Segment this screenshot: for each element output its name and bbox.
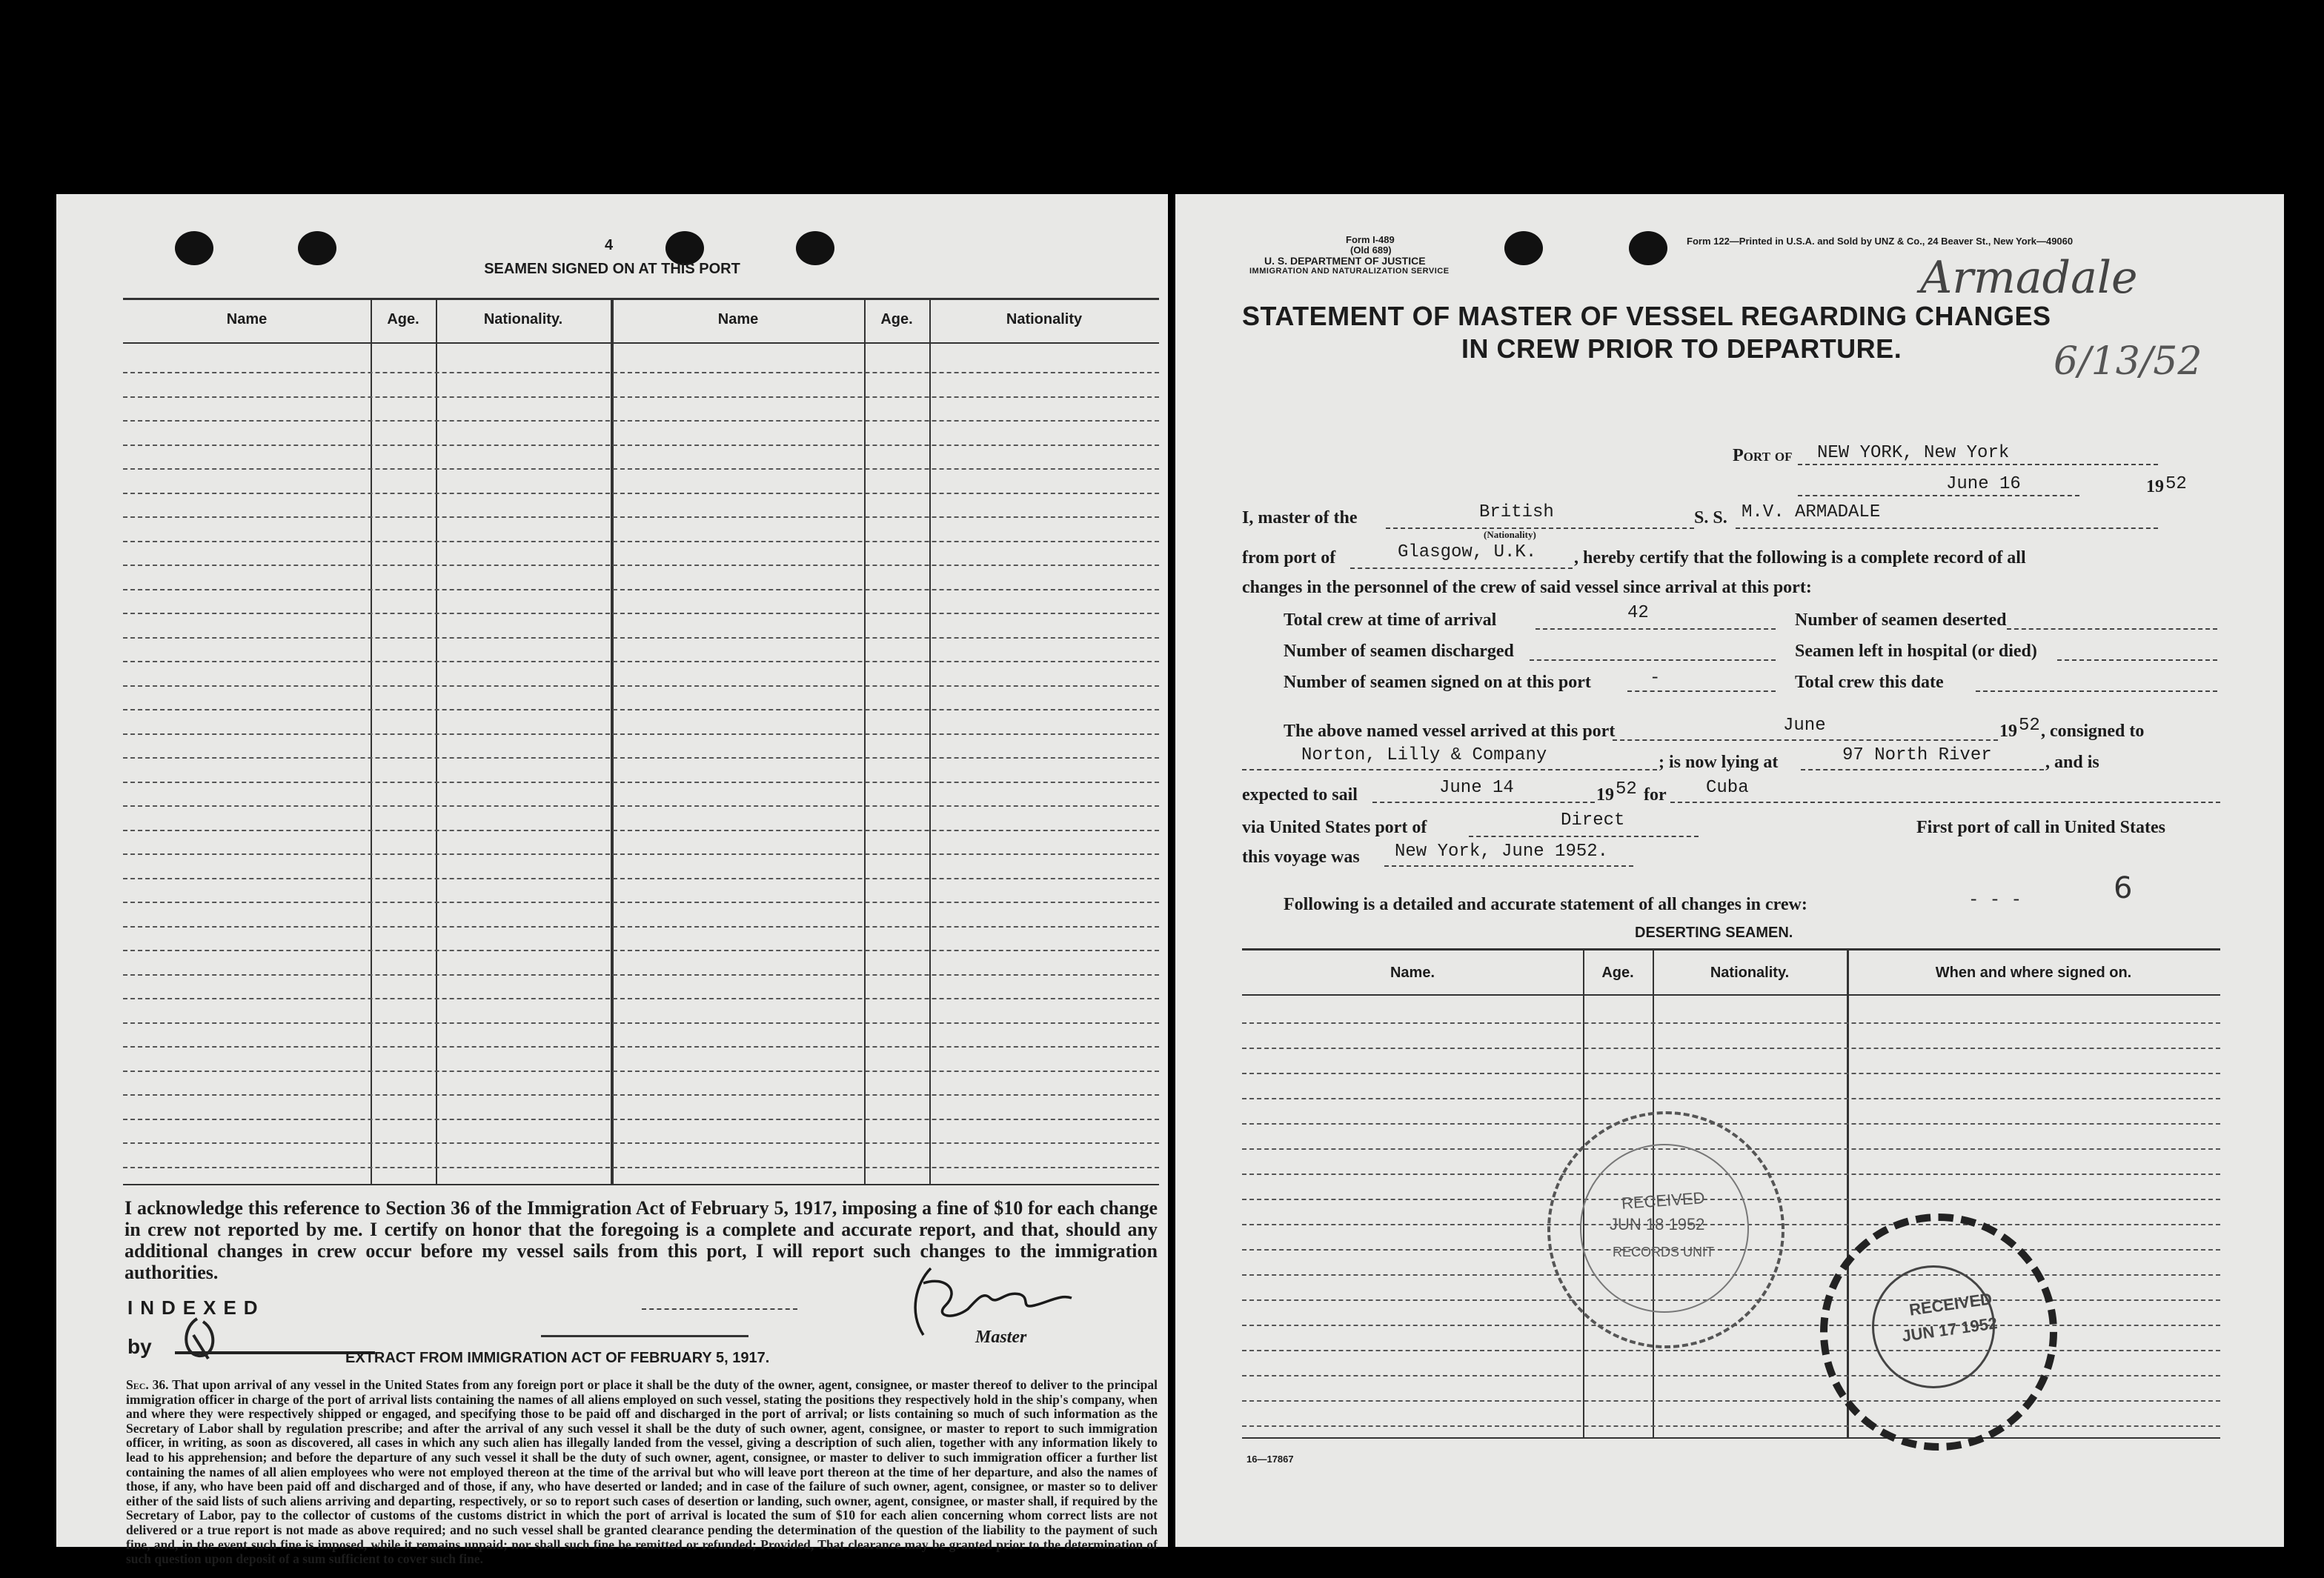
first-port-label: First port of call in United States: [1916, 818, 2165, 837]
table-row: [123, 1167, 1159, 1168]
extract-rule: [541, 1335, 748, 1337]
punch-hole: [796, 231, 834, 265]
column-header-age: Age.: [1601, 965, 1634, 981]
voyage-label: this voyage was: [1242, 848, 1360, 867]
for-label: for: [1644, 785, 1667, 805]
table-row: [1242, 1022, 2220, 1024]
punch-hole: [175, 231, 213, 265]
consigned-label: , consigned to: [2041, 722, 2145, 741]
printer-note: Form 122—Printed in U.S.A. and Sold by UNZ & Co., 24 Beaver St., New York—49060: [1687, 236, 2074, 247]
table-row: [123, 565, 1159, 566]
table-row: [123, 757, 1159, 759]
table-row: [123, 468, 1159, 470]
table-row: [123, 661, 1159, 662]
column-divider: [436, 299, 437, 1184]
extract-body: [126, 1378, 1158, 1567]
column-header-name: Name.: [1390, 965, 1435, 981]
section-label: Sec. 36.: [126, 1377, 169, 1392]
column-divider: [611, 299, 614, 1184]
table-top-rule: [123, 298, 1159, 300]
table-row: [123, 709, 1159, 710]
handwritten-six: 6: [2114, 871, 2133, 905]
column-divider: [371, 299, 372, 1184]
table-row: [123, 516, 1159, 518]
master-of-label: I, master of the: [1242, 508, 1358, 527]
table-row: [1242, 1123, 2220, 1125]
nationality-value: British: [1479, 502, 1554, 522]
table-header-rule: [1242, 994, 2220, 996]
table-row: [123, 974, 1159, 976]
voyage-value: New York, June 1952.: [1395, 842, 1609, 862]
arrived-year-value: 52: [2019, 716, 2040, 736]
discharged-label: Number of seamen discharged: [1284, 642, 1514, 661]
lying-label: ; is now lying at: [1659, 753, 1779, 772]
column-divider: [864, 299, 866, 1184]
table-row: [1242, 1400, 2220, 1402]
column-header-name: Name: [717, 311, 759, 327]
table-row: [123, 1022, 1159, 1024]
dash-marks: - - -: [1968, 890, 2022, 910]
table-row: [1242, 1098, 2220, 1099]
form-old-number: (Old 689): [1350, 244, 1392, 256]
ss-label: S. S.: [1694, 508, 1727, 527]
column-header-age: Age.: [880, 311, 913, 327]
signed-on-label: Number of seamen signed on at this port: [1284, 673, 1591, 692]
column-header-age: Age.: [387, 311, 419, 327]
department-label: U. S. DEPARTMENT OF JUSTICE: [1264, 255, 1426, 267]
table-row: [123, 445, 1159, 446]
table-header-rule: [123, 342, 1159, 344]
table-row: [1242, 1375, 2220, 1376]
section-title: SEAMEN SIGNED ON AT THIS PORT: [484, 261, 740, 277]
table-row: [123, 637, 1159, 639]
expected-value: June 14: [1439, 778, 1514, 798]
expected-year-prefix: 19: [1596, 785, 1614, 805]
hospital-label: Seamen left in hospital (or died): [1795, 642, 2037, 661]
total-arrival-label: Total crew at time of arrival: [1284, 610, 1497, 630]
port-value: NEW YORK, New York: [1817, 443, 2010, 463]
acknowledgement-text: I acknowledge this reference to Section 36 of the Immigration Act of February 5, 1917, imposing a fine of $10 for each change in crew not reported by me. I certify on honor that the foregoing is a complete and accurate report, and that, should any additional changes in crew occur before my vessel sails from this port, I will report such changes to the immigration authorities.: [124, 1197, 1158, 1283]
master-label: Master: [975, 1328, 1027, 1347]
table-top-rule: [1242, 948, 2220, 951]
year-prefix: 19: [2146, 477, 2164, 496]
via-value: Direct: [1561, 810, 1625, 830]
table-row: [123, 1071, 1159, 1072]
by-label: by: [127, 1335, 152, 1358]
table-row: [1242, 1350, 2220, 1351]
table-row: [123, 733, 1159, 735]
table-row: [123, 830, 1159, 831]
arrived-value: June: [1783, 716, 1826, 736]
initials-mark: [175, 1313, 227, 1365]
date-value: June 16: [1946, 474, 2021, 494]
form-title-line1: STATEMENT OF MASTER OF VESSEL REGARDING CHANGES: [1242, 301, 2051, 331]
extract-title: EXTRACT FROM IMMIGRATION ACT OF FEBRUARY 5, 1917.: [345, 1350, 770, 1366]
table-row: [123, 853, 1159, 855]
table-row: [123, 541, 1159, 542]
signature-line: [642, 1308, 797, 1310]
table-row: [123, 493, 1159, 494]
punch-hole: [298, 231, 336, 265]
table-bottom-rule: [123, 1184, 1159, 1185]
received-stamp-secondary: RECEIVED JUN 17 1952: [1820, 1214, 2057, 1451]
table-row: [123, 878, 1159, 879]
from-port-value: Glasgow, U.K.: [1398, 542, 1537, 562]
column-header-name: Name: [226, 311, 268, 327]
table-row: [123, 685, 1159, 687]
lying-value: 97 North River: [1842, 745, 1992, 765]
table-row: [123, 950, 1159, 951]
handwritten-ship-name: Armadale: [1920, 252, 2138, 304]
following-text: Following is a detailed and accurate statement of all changes in crew:: [1284, 895, 1807, 914]
form-title-line2: IN CREW PRIOR TO DEPARTURE.: [1461, 333, 1902, 364]
column-header-nationality: Nationality.: [1710, 965, 1790, 981]
handwritten-date: 6/13/52: [2054, 339, 2202, 384]
arrived-year-prefix: 19: [1999, 722, 2017, 741]
table-row: [123, 613, 1159, 614]
received-stamp: RECEIVED JUN 18 1952 RECORDS UNIT: [1547, 1111, 1784, 1348]
consignee-value: Norton, Lilly & Company: [1301, 745, 1547, 765]
signed-on-value: -: [1650, 668, 1661, 688]
table-row: [123, 420, 1159, 422]
year-value: 52: [2165, 474, 2187, 494]
table-row: [123, 1046, 1159, 1048]
footer-code: 16—17867: [1246, 1454, 1294, 1465]
nationality-caption: (Nationality): [1484, 529, 1536, 540]
table-row: [123, 589, 1159, 590]
table-row: [123, 1142, 1159, 1144]
table-row: [123, 1094, 1159, 1096]
total-arrival-value: 42: [1627, 603, 1649, 623]
deserted-label: Number of seamen deserted: [1795, 610, 2007, 630]
table-row: [123, 396, 1159, 398]
page-number: 4: [605, 237, 614, 253]
column-header-nationality: Nationality.: [483, 311, 563, 327]
for-value: Cuba: [1706, 778, 1749, 798]
extract-text: That upon arrival of any vessel in the United States from any foreign port or place it shall be the duty of the owner, agent, consignee, or master thereof to deliver to the principal immigration officer in charge of the port of arrival lists containing the names of all aliens employed on such vessel, stating the positions they respectively hold in the ship's company, when and where they were respectively shipped or engaged, and specifying those to be paid off and discharged in the port of arrival; or lists containing so much of such information as the Secretary of Labor shall by regulation prescribe; and after the arrival of any such vessel it shall be the duty of such owner, agent, consignee, or master to report to such immigration officer, in writing, as soon as discovered, all cases in which any such alien has illegally landed from the vessel, giving a description of such alien, together with any information likely to lead to his apprehension; and before the departure of any such vessel it shall be the duty of such owner, agent, consignee, or master to deliver to such immigration officer a further list containing the names of all alien employees who were not employed thereon at the time of the arrival but who will leave port thereon at the time of her departure, and also the names of those, if any, who have been paid off and discharged and of those, if any, who have deserted or landed; and in case of the failure of such owner, agent, consignee, or master so to deliver either of the said lists of such aliens arriving and departing, respectively, or so to report such cases of desertion or landing, such owner, agent, consignee, or master shall, if required by the Secretary of Labor, pay to the collector of customs of the customs district in which the port of arrival is located the sum of $10 for each alien concerning whom correct lists are not delivered or a true report is not made as above required; and no such vessel shall be granted clearance pending the determination of the question of the liability to the payment of such fine, and, in the event such fine is imposed, while it remains unpaid; nor shall such fine be remitted or refunded; Provided, That clearance may be granted prior to the determination of such question upon deposit of a sum sufficient to cover such fine.: [126, 1377, 1158, 1567]
table-row: [123, 902, 1159, 903]
port-label: Port of: [1733, 446, 1793, 465]
expected-label: expected to sail: [1242, 785, 1358, 805]
left-page: [56, 194, 1168, 1567]
table-row: [123, 782, 1159, 783]
and-is-label: , and is: [2045, 753, 2099, 772]
vessel-name: M.V. ARMADALE: [1742, 502, 1881, 522]
punch-hole: [1629, 231, 1667, 265]
column-divider: [929, 299, 931, 1184]
table-row: [1242, 1073, 2220, 1074]
punch-hole: [1504, 231, 1543, 265]
certify-text: , hereby certify that the following is a complete record of all: [1574, 548, 2026, 567]
table-row: [123, 1119, 1159, 1120]
service-label: IMMIGRATION AND NATURALIZATION SERVICE: [1249, 267, 1450, 276]
indexed-stamp: INDEXED: [127, 1296, 265, 1319]
arrived-label: The above named vessel arrived at this port: [1284, 722, 1616, 741]
column-header-nationality: Nationality: [1006, 311, 1083, 327]
table-row: [1242, 1425, 2220, 1427]
changes-text: changes in the personnel of the crew of said vessel since arrival at this port:: [1242, 578, 1812, 597]
table-row: [123, 998, 1159, 999]
table-row: [1242, 1048, 2220, 1049]
table-row: [123, 926, 1159, 928]
from-port-label: from port of: [1242, 548, 1336, 567]
table-bottom-rule: [1242, 1437, 2220, 1439]
via-label: via United States port of: [1242, 818, 1427, 837]
table-row: [123, 805, 1159, 807]
column-header-signed-on: When and where signed on.: [1935, 965, 2132, 981]
total-date-label: Total crew this date: [1795, 673, 1944, 692]
right-page: [1175, 194, 2284, 1547]
table-row: [123, 372, 1159, 373]
expected-year-value: 52: [1616, 779, 1637, 799]
form-number: Form I-489: [1346, 234, 1395, 245]
deserting-title: DESERTING SEAMEN.: [1635, 925, 1793, 941]
